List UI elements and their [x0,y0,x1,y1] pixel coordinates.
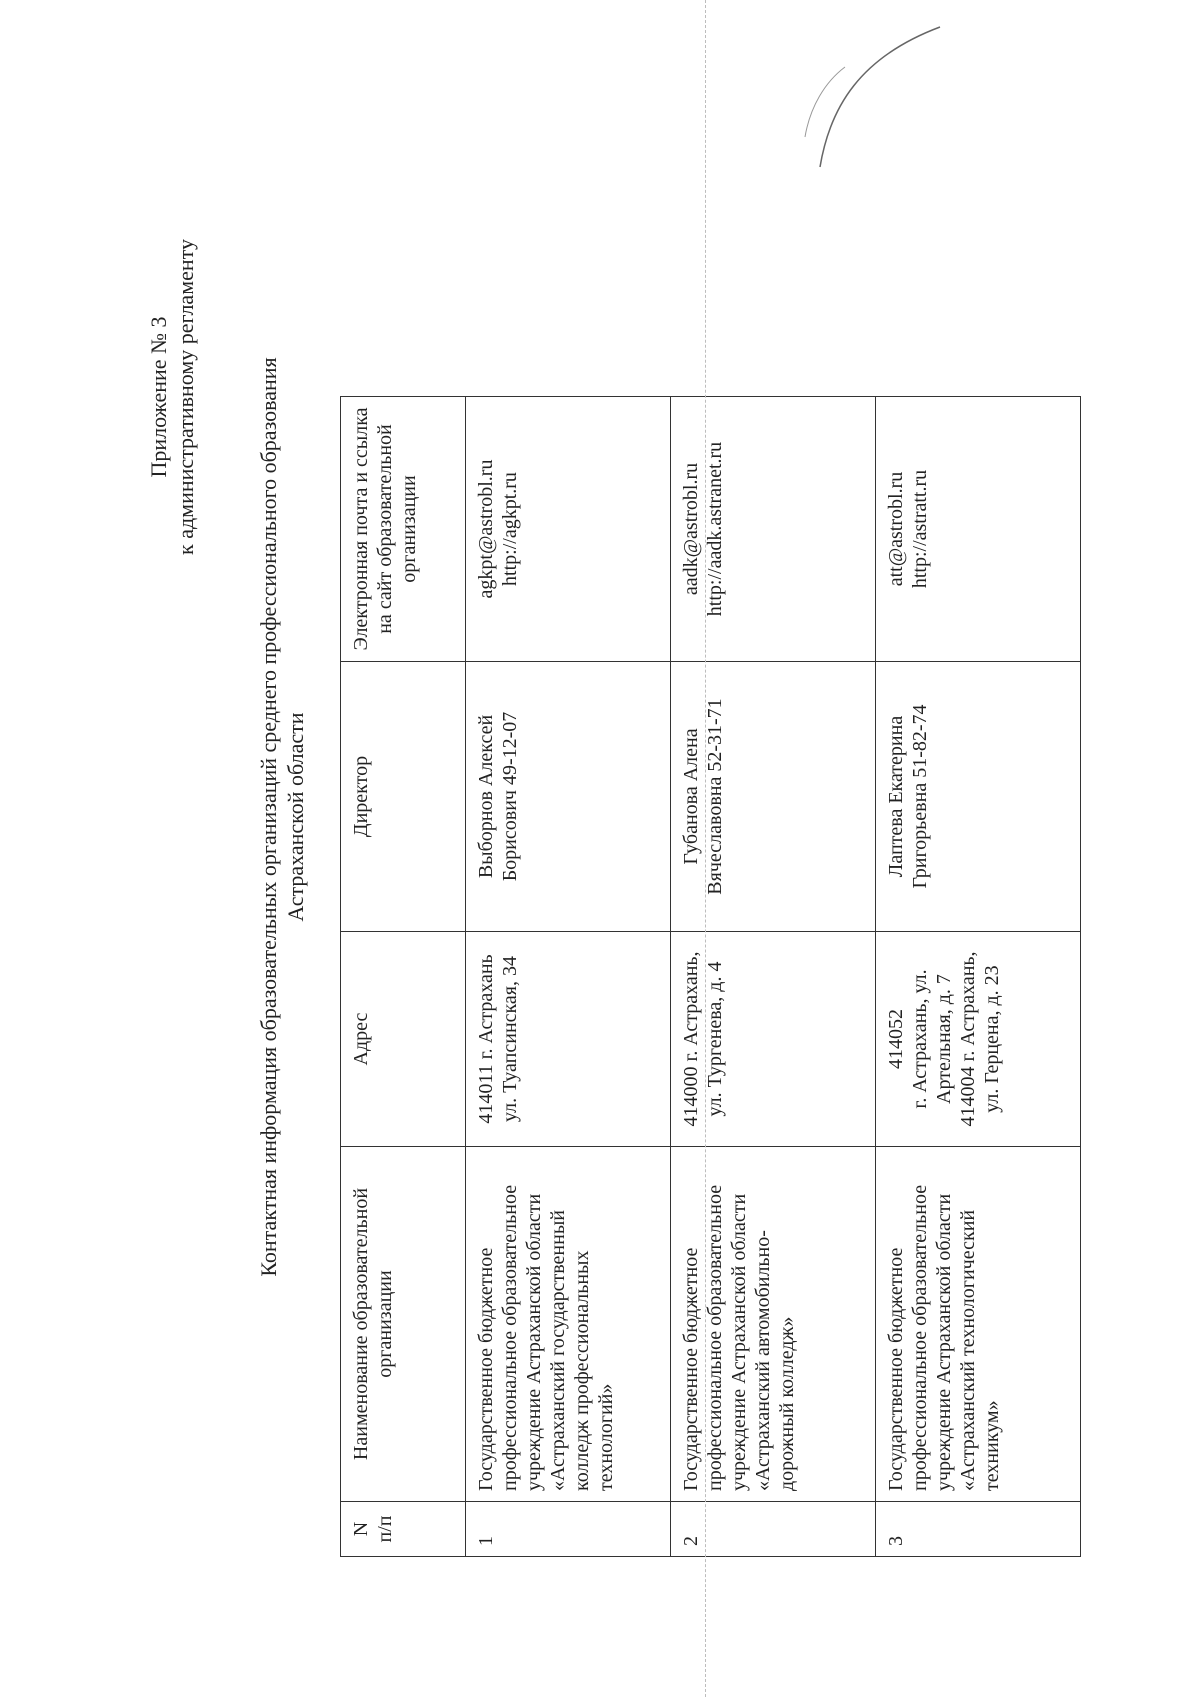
header-num: N п/п [341,1502,466,1557]
cell-director: Лаптева Екатерина Григорьевна 51-82-74 [876,662,1081,932]
cell-num: 3 [876,1502,1081,1557]
cell-email: agkpt@astrobl.ru http://agkpt.ru [466,397,671,662]
contacts-table [340,396,1081,1557]
cell-name: Государственное бюджетное профессиональное образовательное учреждение Астраханской области «Астраханский государственный колледж профессиональных технологий» [466,1147,671,1502]
cell-name: Государственное бюджетное профессиональное образовательное учреждение Астраханской области «Астраханский технологический техникум» [876,1147,1081,1502]
cell-num: 1 [466,1502,671,1557]
table-row [671,397,876,1557]
cell-address: 414011 г. Астрахань ул. Туапсинская, 34 [466,932,671,1147]
header-director: Директор [341,662,466,932]
document-title-line-2: Астраханской области [283,712,308,922]
cell-address: 414052 г. Астрахань, ул. Артельная, д. 7 414004 г. Астрахань, ул. Герцена, д. 23 [876,932,1081,1147]
cell-email: aadk@astrobl.ru http://aadk.astranet.ru [671,397,876,662]
appendix-reference: к административному регламенту [173,239,198,555]
cell-address: 414000 г. Астрахань, ул. Тургенева, д. 4 [671,932,876,1147]
document-title-line-1: Контактная информация образовательных организаций среднего профессионального образования [256,357,281,1277]
cell-director: Выборнов Алексей Борисович 49-12-07 [466,662,671,932]
table-row [876,397,1081,1557]
header-address: Адрес [341,932,466,1147]
cell-name: Государственное бюджетное профессиональное образовательное учреждение Астраханской области «Астраханский автомобильно-дорожный колледж» [671,1147,876,1502]
pen-mark [800,7,950,177]
document-title [255,167,309,1467]
scan-fold-line [705,0,706,1697]
cell-director: Губанова Алена Вячеславовна 52-31-71 [671,662,876,932]
appendix-header [145,137,199,657]
cell-num: 2 [671,1502,876,1557]
header-name: Наименование образовательной организации [341,1147,466,1502]
cell-email: att@astrobl.ru http://astratt.ru [876,397,1081,662]
table-header-row [341,397,466,1557]
header-email: Электронная почта и ссылка на сайт образовательной организации [341,397,466,662]
appendix-number: Приложение № 3 [146,316,171,478]
table-row [466,397,671,1557]
